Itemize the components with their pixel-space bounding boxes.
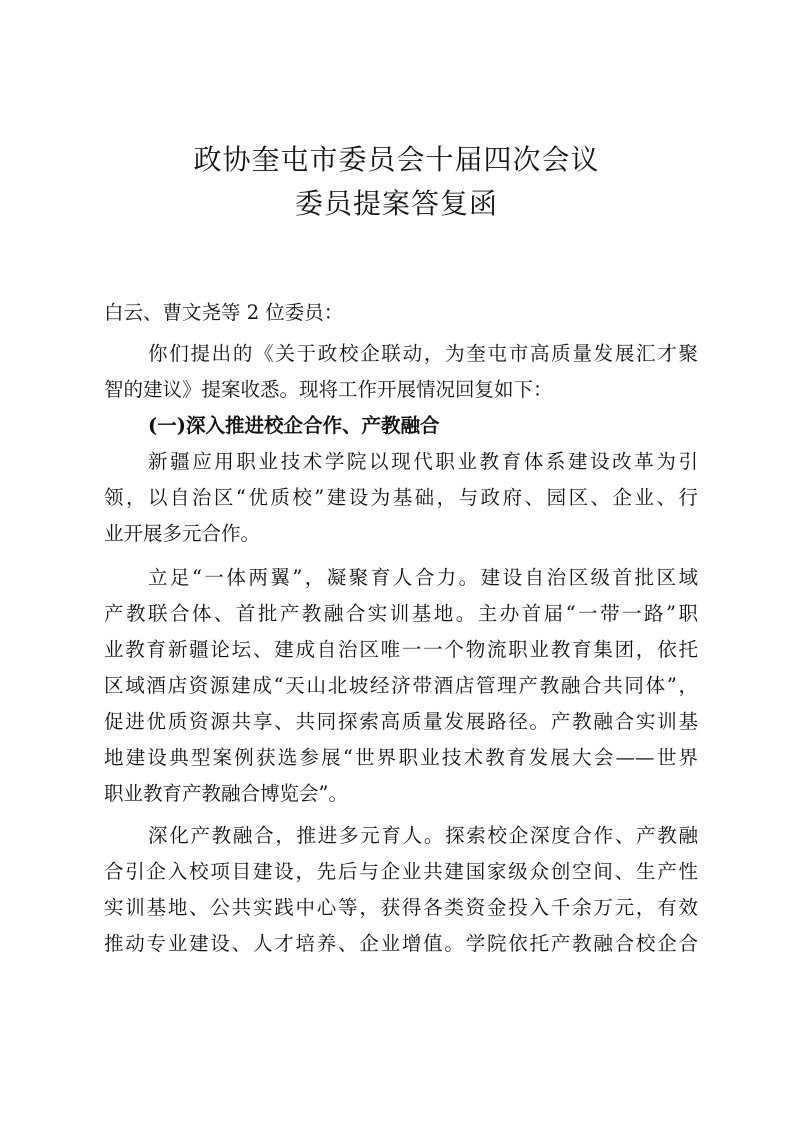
paragraph-line: 业教育新疆论坛、建成自治区唯一一个物流职业教育集团，依托	[104, 638, 698, 661]
paragraph-line: 新疆应用职业技术学院以现代职业教育体系建设改革为引	[148, 450, 698, 473]
paragraph-line: 产教联合体、首批产教融合实训基地。主办首届“一带一路”职	[104, 602, 698, 625]
paragraph-line: 职业教育产教融合博览会”。	[104, 782, 348, 805]
paragraph-line: 促进优质资源共享、共同探索高质量发展路径。产教融合实训基	[104, 710, 698, 733]
paragraph-line: 推动专业建设、人才培养、企业增值。学院依托产教融合校企合	[104, 932, 698, 955]
document-title-line-1: 政协奎屯市委员会十届四次会议	[193, 143, 600, 176]
paragraph-line: 区域酒店资源建成“天山北坡经济带酒店管理产教融合共同体”，	[104, 674, 698, 697]
salutation: 白云、曹文尧等 2 位委员：	[104, 301, 344, 324]
paragraph-line: 领，以自治区“优质校”建设为基础，与政府、园区、企业、行	[104, 486, 698, 509]
section-heading: (一)深入推进校企合作、产教融合	[148, 414, 440, 437]
paragraph-line: 地建设典型案例获选参展“世界职业技术教育发展大会——世界	[104, 746, 698, 769]
paragraph-line: 你们提出的《关于政校企联动，为奎屯市高质量发展汇才聚	[148, 342, 698, 365]
paragraph-line: 业开展多元合作。	[104, 522, 261, 545]
paragraph-line: 智的建议》提案收悉。现将工作开展情况回复如下：	[104, 378, 553, 401]
paragraph-line: 合引企入校项目建设，先后与企业共建国家级众创空间、生产性	[104, 860, 698, 883]
paragraph-line: 实训基地、公共实践中心等，获得各类资金投入千余万元，有效	[104, 896, 698, 919]
document-title-line-2: 委员提案答复函	[294, 187, 498, 220]
paragraph-line: 深化产教融合，推进多元育人。探索校企深度合作、产教融	[148, 824, 698, 847]
paragraph-line: 立足“一体两翼”，凝聚育人合力。建设自治区级首批区域	[148, 566, 698, 589]
